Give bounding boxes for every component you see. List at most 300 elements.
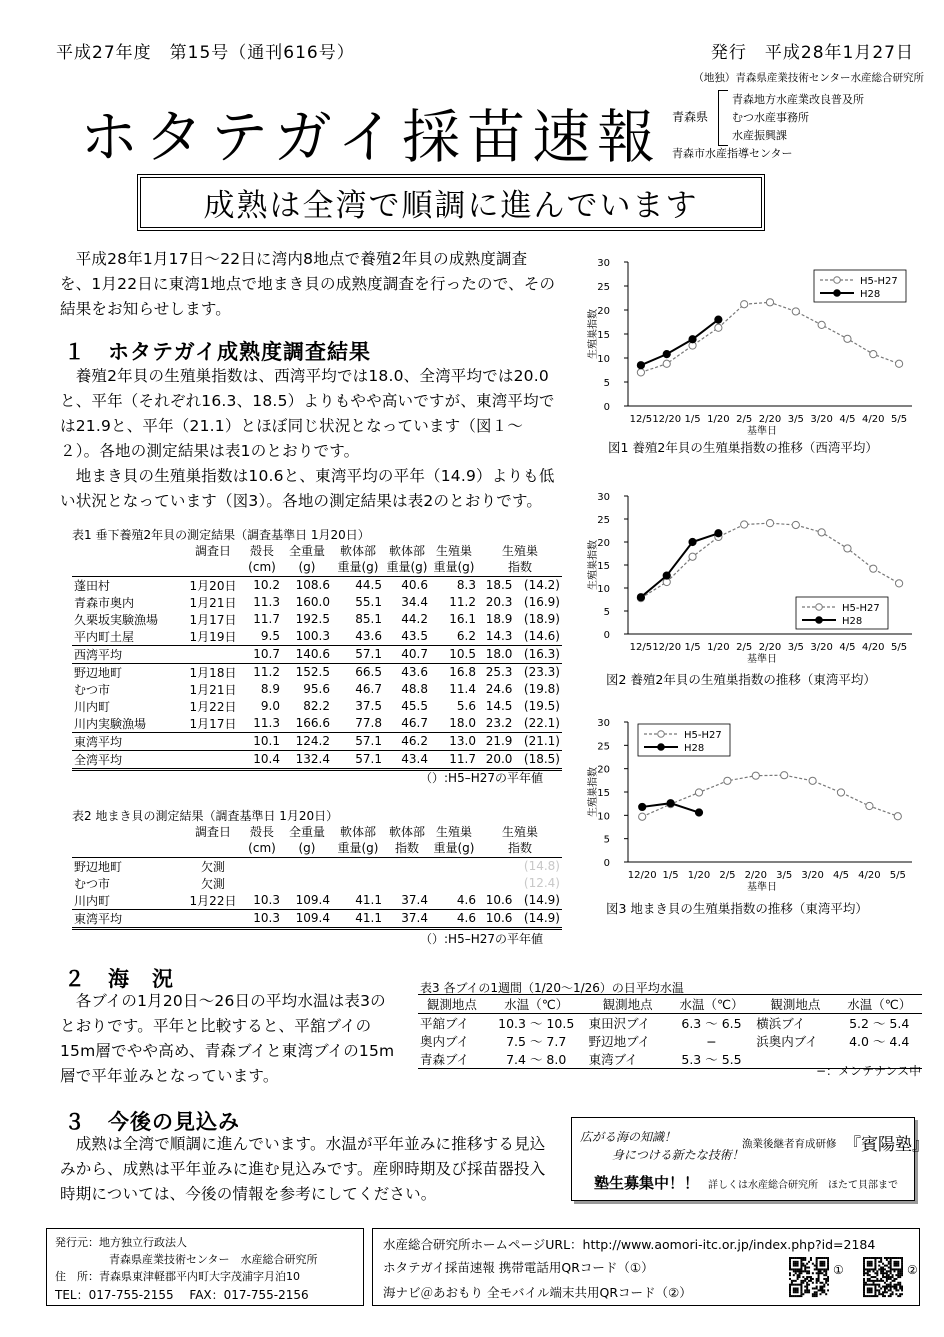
table-cell: 野辺地ブイ	[588, 1034, 650, 1049]
table-header-row	[418, 995, 922, 1014]
data-point	[695, 789, 702, 796]
header-cell: (cm)	[242, 559, 282, 576]
table-cell: 東湾ブイ	[587, 1050, 669, 1069]
data-point	[894, 813, 901, 820]
table-header-row	[72, 559, 562, 576]
table-cell: 東田沢ブイ	[588, 1016, 650, 1031]
table-cell: むつ市	[74, 682, 111, 697]
table-cell: (19.8)	[523, 682, 560, 696]
table-cell: 82.2	[303, 699, 330, 713]
table-cell: 欠測	[200, 876, 225, 891]
newsletter-title: ホタテガイ採苗速報	[80, 103, 663, 171]
office-item: 水産振興課	[732, 129, 787, 142]
data-point	[724, 777, 731, 784]
data-point	[689, 553, 696, 560]
qr-code-2-icon[interactable]	[863, 1255, 903, 1299]
header-cell: 水温（℃）	[669, 995, 755, 1014]
y-tick-label: 5	[603, 607, 610, 618]
header-cell: 観測地点	[587, 995, 669, 1014]
table-cell: 1月22日	[189, 699, 237, 714]
table-row	[72, 732, 562, 750]
table-cell: 久栗坂実験漁場	[74, 612, 159, 627]
table-cell	[332, 857, 384, 875]
table-cell: 東湾平均	[72, 909, 184, 928]
legend-label: H5-H27	[842, 603, 880, 614]
text-line: みから、成熟は平年並みに進む見込みです。産卵時期及び採苗器投入	[60, 1160, 546, 1178]
header-cell: 生殖巣	[435, 824, 472, 839]
table-row	[418, 1032, 922, 1050]
table-cell	[332, 875, 384, 892]
table-cell: 4.0 ～ 4.4	[849, 1034, 910, 1049]
x-tick-label: 3/20	[801, 870, 824, 881]
table-cell: 43.4	[384, 750, 430, 769]
data-point	[663, 351, 670, 358]
section3-paragraph	[60, 1132, 570, 1207]
table-cell	[184, 750, 242, 769]
table-cell: 18.9	[485, 612, 513, 626]
text-line: 地まき貝の生殖巣指数は10.6と、東湾平均の平年（14.9）よりも低	[60, 467, 555, 485]
table-cell: 11.7	[253, 612, 280, 626]
table-cell: 40.7	[384, 645, 430, 663]
table-cell: 10.3 ～ 10.5	[498, 1016, 575, 1031]
x-tick-label: 1/20	[707, 414, 730, 425]
x-tick-label: 2/5	[719, 870, 736, 881]
y-axis-label: 生殖巣指数	[588, 767, 599, 817]
table-cell: 11.3	[242, 715, 282, 733]
table-cell: 4.6	[430, 909, 478, 928]
table-cell: 44.2	[401, 612, 428, 626]
table-cell: 平内町土屋	[72, 628, 184, 646]
table-cell: 23.2	[478, 715, 514, 733]
table-cell	[384, 875, 430, 892]
header-cell: 生殖巣	[435, 543, 472, 558]
table3-caption: 表3 各ブイの1週間（1/20～1/26）の日平均水温	[420, 981, 684, 995]
table-cell: 45.5	[401, 699, 428, 713]
table-cell: (23.3)	[523, 665, 560, 679]
table1-caption: 表1 垂下養殖2年貝の測定結果（調査基準日 1月20日）	[72, 528, 370, 542]
fig2-caption: 図2 養殖2年貝の生殖巣指数の推移（東湾平均）	[606, 672, 876, 687]
table-cell: 6.3 ～ 6.5	[681, 1016, 742, 1031]
publisher: （地独）青森県産業技術センター水産総合研究所	[693, 72, 924, 84]
table-cell: 57.1	[332, 732, 384, 750]
table-cell: (12.4)	[523, 876, 560, 890]
chart-fig1	[576, 252, 926, 457]
table-cell: 5.6	[456, 699, 476, 713]
y-tick-label: 20	[597, 764, 610, 776]
header-cell: 水温（℃）	[836, 995, 922, 1014]
table-cell: 全湾平均	[72, 750, 184, 769]
y-tick-label: 5	[603, 834, 610, 846]
table1	[72, 542, 562, 771]
prefecture-label: 青森県	[672, 110, 709, 124]
data-point	[637, 369, 644, 376]
table-cell: 5.2 ～ 5.4	[849, 1016, 910, 1031]
table-cell: 192.5	[295, 612, 330, 626]
header-cell	[184, 840, 242, 857]
data-point	[766, 299, 773, 306]
table-cell: 10.2	[253, 578, 280, 592]
x-tick-label: 1/5	[662, 870, 679, 881]
table-cell: 8.3	[456, 578, 476, 592]
table-cell: 蓬田村	[74, 578, 111, 593]
table-cell: 20.3	[485, 595, 513, 609]
x-tick-label: 2/20	[758, 414, 782, 425]
x-axis-label: 基準日	[747, 426, 777, 437]
table-cell: 4.6	[430, 892, 478, 910]
table-cell: 1月17日	[189, 612, 237, 627]
table-cell: 43.6	[401, 665, 428, 679]
table-cell: 7.5 ～ 7.7	[506, 1034, 567, 1049]
table-cell: 18.5	[485, 578, 513, 592]
x-tick-label: 12/20	[652, 642, 682, 653]
text-line: を、1月22日に東湾1地点で地まき貝の成熟度調査を行ったので、その	[60, 275, 556, 293]
data-point	[895, 580, 902, 587]
intro-paragraph	[60, 247, 580, 322]
header-cell: 指数	[478, 559, 562, 576]
text-line: 層で平年並みとなっています。	[60, 1067, 279, 1085]
header-cell: 殻長	[249, 543, 274, 558]
table-cell: むつ市	[74, 876, 111, 891]
x-tick-label: 12/5	[629, 642, 653, 653]
promo-course-name: 『賓陽塾』	[844, 1135, 929, 1155]
y-tick-label: 0	[603, 402, 610, 413]
fig3-caption: 図3 地まき貝の生殖巣指数の推移（東湾平均）	[606, 901, 868, 916]
table-row	[72, 892, 562, 910]
table-cell: 10.1	[242, 732, 282, 750]
table-row	[72, 594, 562, 611]
x-tick-label: 5/5	[891, 414, 908, 425]
table3-note: −：メンテナンス中	[816, 1064, 922, 1078]
table-cell: (16.3)	[514, 645, 562, 663]
data-point	[637, 362, 644, 369]
qr1-label: ①	[833, 1263, 844, 1277]
table-cell: 55.1	[355, 595, 382, 609]
series-line-0	[641, 523, 899, 598]
table-cell: 44.5	[355, 578, 382, 592]
series-line-0	[642, 775, 898, 817]
table-cell: 奥内ブイ	[420, 1034, 469, 1049]
table-row	[72, 611, 562, 628]
qr1-description: ホタテガイ採苗速報 携帯電話用QRコード（①）	[383, 1260, 654, 1275]
x-tick-label: 3/5	[776, 870, 793, 881]
data-point	[689, 538, 696, 545]
table-row	[72, 750, 562, 769]
section3-heading: ３ 今後の見込み	[64, 1110, 240, 1134]
x-tick-label: 4/20	[858, 870, 881, 881]
table-cell: 5.3 ～ 5.5	[669, 1050, 755, 1069]
data-point	[689, 336, 696, 343]
table-row	[72, 681, 562, 698]
header-cell	[72, 823, 184, 840]
x-tick-label: 3/20	[810, 642, 833, 653]
table-cell: 東湾平均	[72, 732, 184, 750]
table-cell: 11.2	[253, 665, 280, 679]
table-header-row	[72, 542, 562, 559]
data-point	[792, 521, 799, 528]
section2-paragraph	[60, 989, 420, 1089]
table-cell	[184, 645, 242, 663]
footer-address: 住 所：青森県東津軽郡平内町大字茂浦字月泊10	[55, 1270, 300, 1283]
table-row	[72, 698, 562, 715]
table2	[72, 823, 562, 930]
table-cell: 13.0	[430, 732, 478, 750]
footer-contact: TEL：017-755-2155 FAX：017-755-2156	[55, 1288, 309, 1302]
table-cell: 21.9	[478, 732, 514, 750]
series-line-1	[641, 533, 718, 597]
table-cell: 37.5	[355, 699, 382, 713]
table-cell: (14.9)	[514, 909, 562, 928]
legend-label: H28	[860, 289, 881, 300]
x-tick-label: 4/5	[839, 414, 856, 425]
table-cell: 1月20日	[189, 578, 237, 593]
legend-label: H28	[842, 616, 863, 627]
y-tick-label: 30	[597, 718, 610, 729]
data-point	[667, 800, 674, 807]
office-item: 青森地方水産業改良普及所	[732, 93, 864, 106]
table-cell: 152.5	[295, 665, 330, 679]
header-cell: 重量(g)	[384, 559, 430, 576]
text-line: 平成28年1月17日～22日に湾内8地点で養殖2年貝の成熟度調査	[60, 250, 528, 268]
section2-heading: ２ 海 況	[64, 967, 174, 991]
y-tick-label: 25	[597, 741, 610, 753]
table-row	[418, 1014, 922, 1033]
table-cell: 20.0	[478, 750, 514, 769]
table-cell: 25.3	[485, 665, 513, 679]
table-cell: 1月21日	[189, 595, 237, 610]
table-cell: 109.4	[282, 909, 332, 928]
table-cell: 10.4	[242, 750, 282, 769]
x-tick-label: 2/20	[744, 870, 768, 881]
header-cell: 重量(g)	[430, 840, 478, 857]
table-cell: 46.2	[384, 732, 430, 750]
table-cell: 平舘ブイ	[420, 1016, 469, 1031]
section1-paragraph	[60, 364, 580, 514]
promo-recruit: 塾生募集中！！	[594, 1174, 700, 1192]
header-cell: 指数	[478, 840, 562, 857]
table-cell: 川内町	[72, 892, 184, 910]
recruitment-banner	[571, 1117, 929, 1201]
table-cell: 34.4	[401, 595, 428, 609]
series-line-1	[641, 320, 718, 366]
data-point	[639, 803, 646, 810]
table-row	[72, 909, 562, 928]
table-cell: 140.6	[282, 645, 332, 663]
header-cell: 調査日	[194, 543, 231, 558]
x-axis-label: 基準日	[747, 654, 777, 665]
table-cell: 1月19日	[184, 628, 242, 646]
x-tick-label: 12/20	[627, 870, 657, 881]
table-cell: 1月22日	[184, 892, 242, 910]
table2-note: （）:H5–H27の平年値	[420, 932, 543, 946]
homepage-url[interactable]: 水産総合研究所ホームページURL：http://www.aomori-itc.or.jp/index.php?id=2184	[383, 1237, 876, 1252]
header-cell: 生殖巣	[501, 543, 538, 558]
table-cell: 10.6	[478, 909, 514, 928]
table-cell: 1月21日	[189, 682, 237, 697]
table-cell: (14.8)	[523, 859, 560, 873]
y-tick-label: 20	[597, 538, 610, 549]
table-cell: 西湾平均	[72, 645, 184, 663]
table-cell: (18.9)	[523, 612, 560, 626]
prefecture-offices	[732, 91, 864, 145]
data-point	[637, 594, 644, 601]
data-point	[895, 360, 902, 367]
table-cell	[384, 857, 430, 875]
table-row	[72, 875, 562, 892]
table-cell	[478, 857, 514, 875]
table-cell: 16.8	[449, 665, 476, 679]
table-cell: 48.8	[401, 682, 428, 696]
table-cell: 18.0	[478, 645, 514, 663]
table-cell: 24.6	[485, 682, 513, 696]
city-center: 青森市水産指導センター	[672, 147, 793, 160]
text-line: 結果をお知らせします。	[60, 300, 231, 318]
publish-date: 発行 平成28年1月27日	[710, 43, 914, 63]
table-cell: 109.4	[282, 892, 332, 910]
y-tick-label: 0	[603, 858, 610, 869]
x-tick-label: 12/5	[629, 414, 653, 425]
x-tick-label: 3/5	[787, 642, 804, 653]
table-cell: (22.1)	[514, 715, 562, 733]
table-cell: 66.5	[355, 665, 382, 679]
table-cell: 160.0	[295, 595, 330, 609]
table-cell: 16.1	[449, 612, 476, 626]
y-tick-label: 15	[597, 788, 610, 799]
table-row	[72, 628, 562, 646]
legend-marker	[816, 604, 823, 611]
y-axis-label: 生殖巣指数	[588, 309, 599, 359]
legend-label: H28	[684, 743, 705, 754]
table-cell: 野辺地町	[74, 859, 123, 874]
x-tick-label: 4/5	[839, 642, 856, 653]
table-cell	[184, 909, 242, 928]
x-tick-label: 1/5	[684, 414, 701, 425]
data-point	[766, 520, 773, 527]
promo-course-prefix: 漁業後継者育成研修	[742, 1138, 837, 1150]
x-tick-label: 2/5	[736, 642, 753, 653]
issue-number: 平成27年度 第15号（通刊616号）	[56, 43, 355, 63]
y-tick-label: 10	[597, 354, 610, 365]
table-cell: 124.2	[282, 732, 332, 750]
table-cell: (19.5)	[523, 699, 560, 713]
header-cell: 殻長	[249, 824, 274, 839]
y-tick-label: 10	[597, 584, 610, 595]
table-cell: 横浜ブイ	[756, 1016, 806, 1031]
table-cell: 11.7	[430, 750, 478, 769]
text-line: と、平年（それぞれ16.3、18.5）よりもやや高いですが、東湾平均で	[60, 392, 555, 410]
table-cell: 46.7	[384, 715, 430, 733]
table-row	[72, 663, 562, 681]
data-point	[837, 789, 844, 796]
table-cell: 40.6	[401, 578, 428, 592]
legend-marker	[658, 744, 665, 751]
data-point	[781, 772, 788, 779]
data-point	[844, 335, 851, 342]
table-cell: (21.1)	[514, 732, 562, 750]
legend-label: H5-H27	[860, 276, 898, 287]
x-tick-label: 3/5	[787, 414, 804, 425]
header-cell: 調査日	[194, 824, 231, 839]
text-line: ２）。各地の測定結果は表1のとおりです。	[60, 442, 360, 460]
footer-links-box	[372, 1228, 920, 1306]
data-point	[663, 572, 670, 579]
header-cell	[184, 559, 242, 576]
y-tick-label: 30	[597, 492, 610, 503]
header-cell: 軟体部	[388, 543, 425, 558]
legend-label: H5-H27	[684, 730, 722, 741]
x-tick-label: 4/20	[862, 414, 885, 425]
table-cell: 11.2	[449, 595, 476, 609]
data-point	[818, 529, 825, 536]
table-header-row	[72, 840, 562, 857]
header-cell	[72, 542, 184, 559]
x-tick-label: 4/20	[862, 642, 885, 653]
footer-issuer-name: 青森県産業技術センター 水産総合研究所	[109, 1253, 318, 1266]
office-item: むつ水産事務所	[732, 111, 809, 124]
qr-code-1-icon[interactable]	[789, 1255, 829, 1299]
header-cell	[72, 840, 184, 857]
text-line: 15m層でやや高め、青森ブイと東湾ブイの15m	[60, 1042, 395, 1060]
promo-line1: 広がる海の知識！	[580, 1130, 677, 1144]
table-cell: 10.5	[430, 645, 478, 663]
table-cell: 浜奥内ブイ	[756, 1034, 818, 1049]
header-cell: (g)	[282, 559, 332, 576]
text-line: い状況となっています（図3）。各地の測定結果は表2のとおりです。	[60, 492, 543, 510]
table-cell: 41.1	[332, 892, 384, 910]
y-tick-label: 25	[597, 515, 610, 526]
table-cell: −	[706, 1033, 717, 1049]
x-tick-label: 5/5	[891, 642, 908, 653]
y-axis-label: 生殖巣指数	[588, 540, 599, 590]
data-point	[639, 813, 646, 820]
table-row	[72, 857, 562, 875]
table-cell	[282, 857, 332, 875]
promo-contact: 詳しくは水産総合研究所 ほたて貝部まで	[708, 1180, 898, 1191]
table-cell: (14.9)	[514, 892, 562, 910]
text-line: 養殖2年貝の生殖巣指数は、西湾平均では18.0、全湾平均では20.0	[60, 367, 549, 385]
data-point	[715, 316, 722, 323]
table1-note: （）:H5–H27の平年値	[420, 771, 543, 785]
table-cell	[184, 732, 242, 750]
table-cell	[430, 875, 478, 892]
chart-fig3	[576, 712, 926, 904]
y-tick-label: 15	[597, 330, 610, 341]
table-cell: 8.9	[260, 682, 280, 696]
table-cell: 7.4 ～ 8.0	[486, 1050, 587, 1069]
table-cell	[242, 875, 282, 892]
data-point	[752, 772, 759, 779]
x-tick-label: 2/20	[758, 642, 782, 653]
y-tick-label: 10	[597, 811, 610, 823]
table-cell: 青森市奥内	[74, 595, 135, 610]
header-cell: 指数	[384, 840, 430, 857]
y-tick-label: 30	[597, 258, 610, 269]
y-tick-label: 25	[597, 282, 610, 293]
y-tick-label: 0	[603, 630, 610, 641]
section1-heading: １ ホタテガイ成熟度調査結果	[64, 340, 371, 364]
text-line: とおりです。平年と比較すると、平舘ブイの	[60, 1017, 372, 1035]
table-cell: 6.2	[430, 628, 478, 646]
header-cell: 軟体部	[388, 824, 425, 839]
table-cell: 川内実験漁場	[72, 715, 184, 733]
table-cell: 100.3	[282, 628, 332, 646]
header-cell: (cm)	[242, 840, 282, 857]
data-point	[792, 308, 799, 315]
data-point	[818, 321, 825, 328]
x-tick-label: 5/5	[889, 870, 906, 881]
table-cell: 37.4	[384, 892, 430, 910]
table-cell: 野辺地町	[74, 665, 123, 680]
table-row	[72, 715, 562, 733]
